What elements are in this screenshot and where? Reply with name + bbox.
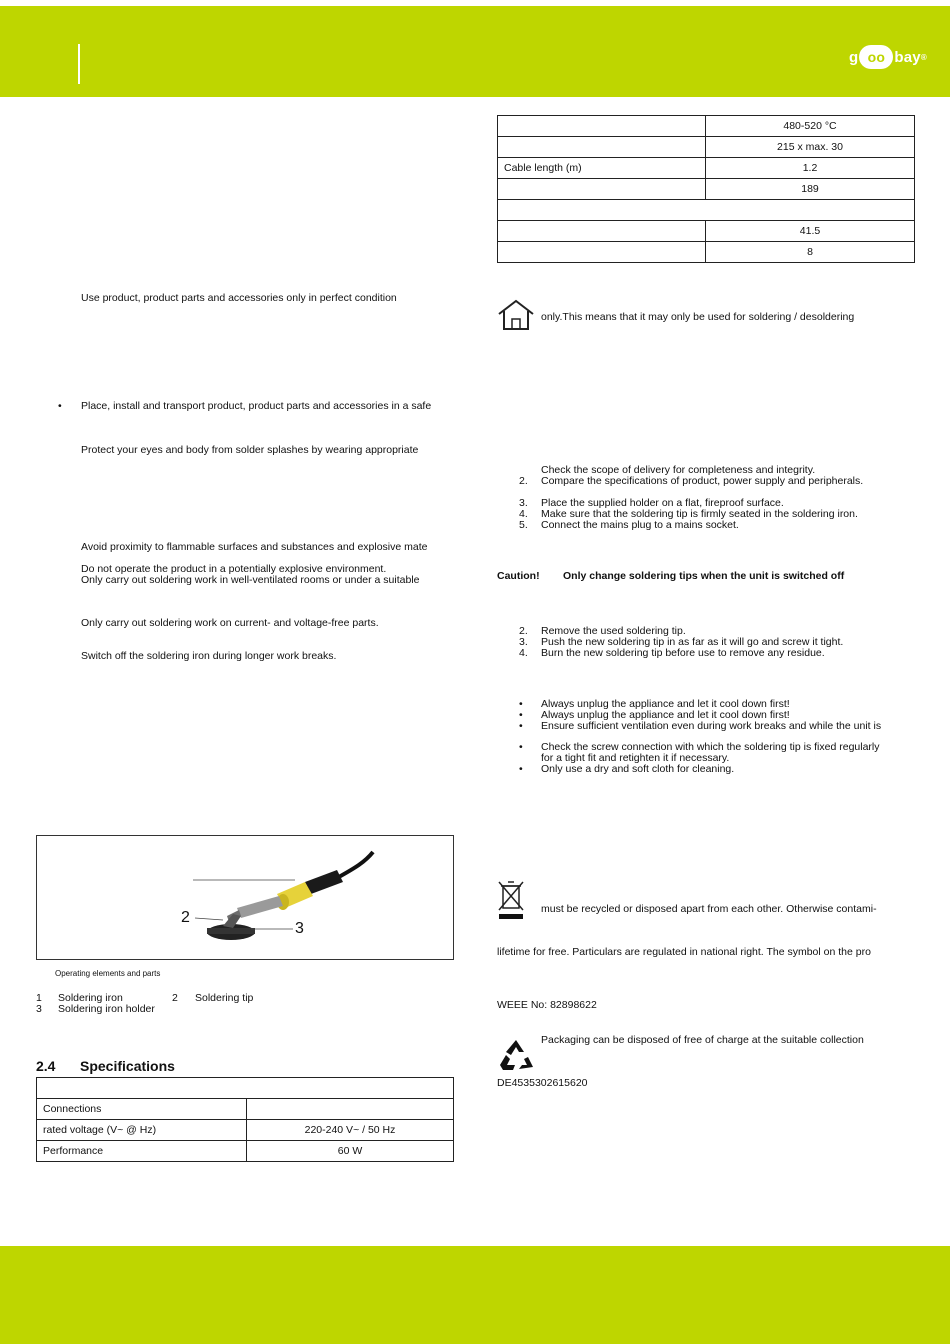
safety-text-7: Only carry out soldering work on current- and voltage-free parts. xyxy=(81,617,379,629)
weee-text-2: lifetime for free. Particulars are regulated in national right. The symbol on the pro xyxy=(497,946,871,958)
care-text: for a tight fit and retighten it if necessary. xyxy=(541,752,730,764)
step-num: 5. xyxy=(519,519,528,531)
step-text: Make sure that the soldering tip is firmly seated in the soldering iron. xyxy=(541,508,858,520)
spec-table-left xyxy=(36,1077,454,1162)
caution-text: Only change soldering tips when the unit is switched off xyxy=(563,570,845,582)
product-figure xyxy=(36,835,454,960)
step-num: 4. xyxy=(519,508,528,520)
table-header-cell xyxy=(37,1078,454,1099)
part-num-2: 2 xyxy=(172,992,178,1004)
step-num: 3. xyxy=(519,497,528,509)
figure-caption: Operating elements and parts xyxy=(55,969,161,978)
step-text: Connect the mains plug to a mains socket. xyxy=(541,519,739,531)
step-text: Check the scope of delivery for completeness and integrity. xyxy=(541,464,816,476)
caution-label: Caution! xyxy=(497,570,540,582)
care-text: Only use a dry and soft cloth for cleaning. xyxy=(541,763,735,775)
goobay-logo xyxy=(849,42,927,72)
table-cell xyxy=(498,221,706,242)
table-cell: rated voltage (V~ @ Hz) xyxy=(37,1120,247,1141)
table-cell: 41.5 xyxy=(706,221,915,242)
safety-text-8: Switch off the soldering iron during longer work breaks. xyxy=(81,650,337,662)
step-text: Place the supplied holder on a flat, fireproof surface. xyxy=(541,497,784,509)
table-row xyxy=(498,221,915,242)
part-num-1: 1 xyxy=(36,992,42,1004)
table-row xyxy=(498,179,915,200)
logo-text-oo: oo xyxy=(859,45,893,69)
step-text: Remove the used soldering tip. xyxy=(541,625,686,637)
header-band xyxy=(0,6,950,97)
weee-number: WEEE No: 82898622 xyxy=(497,999,597,1011)
table-cell xyxy=(498,116,706,137)
care-text: Always unplug the appliance and let it cool down first! xyxy=(541,709,790,721)
bullet: • xyxy=(519,709,523,721)
table-cell: Cable length (m) xyxy=(498,158,706,179)
step-num: 3. xyxy=(519,636,528,648)
table-cell: Connections xyxy=(37,1099,247,1120)
table-row xyxy=(37,1141,454,1162)
table-cell xyxy=(498,179,706,200)
weee-text-1: must be recycled or disposed apart from each other. Otherwise contami- xyxy=(541,903,877,915)
table-row xyxy=(498,200,915,221)
step-num: 2. xyxy=(519,625,528,637)
bullet: • xyxy=(519,698,523,710)
part-num-3: 3 xyxy=(36,1003,42,1015)
step-text: Push the new soldering tip in as far as it will go and screw it tight. xyxy=(541,636,844,648)
part-label-3: Soldering iron holder xyxy=(58,1003,155,1015)
step-text: Burn the new soldering tip before use to remove any residue. xyxy=(541,647,825,659)
logo-text-pre: g xyxy=(849,48,859,66)
section-title: Specifications xyxy=(80,1058,175,1074)
care-text: Ensure sufficient ventilation even during work breaks and while the unit is xyxy=(541,720,882,732)
table-row xyxy=(498,158,915,179)
bullet: • xyxy=(519,720,523,732)
safety-text-2: Place, install and transport product, product parts and accessories in a safe xyxy=(81,400,432,412)
logo-text-post: bay xyxy=(894,48,921,66)
bullet: • xyxy=(58,400,62,412)
packaging-id: DE4535302615620 xyxy=(497,1077,588,1089)
packaging-text: Packaging can be disposed of free of charge at the suitable collection xyxy=(541,1034,864,1046)
step-num: 4. xyxy=(519,647,528,659)
section-number: 2.4 xyxy=(36,1058,56,1074)
figure-label-2: 2 xyxy=(181,909,190,926)
part-label-2: Soldering tip xyxy=(195,992,254,1004)
care-text: Check the screw connection with which the soldering tip is fixed regularly xyxy=(541,741,880,753)
table-cell: 215 x max. 30 xyxy=(706,137,915,158)
table-row xyxy=(37,1099,454,1120)
step-num: 2. xyxy=(519,475,528,487)
indoor-use-text: only.This means that it may only be used for soldering / desoldering xyxy=(541,311,855,323)
table-cell xyxy=(498,242,706,263)
bullet: • xyxy=(519,763,523,775)
safety-text-6: Only carry out soldering work in well-ventilated rooms or under a suitable xyxy=(81,574,420,586)
crossed-bin-icon xyxy=(497,880,525,920)
table-cell: 480-520 °C xyxy=(706,116,915,137)
safety-text-3: Protect your eyes and body from solder splashes by wearing appropriate xyxy=(81,444,419,456)
table-row xyxy=(498,116,915,137)
table-row xyxy=(498,137,915,158)
safety-text-1: Use product, product parts and accessories only in perfect condition xyxy=(81,292,397,304)
bullet: • xyxy=(519,741,523,753)
figure-label-3: 3 xyxy=(295,920,304,937)
care-text: Always unplug the appliance and let it cool down first! xyxy=(541,698,790,710)
safety-text-5: Do not operate the product in a potentially explosive environment. xyxy=(81,563,387,575)
table-cell: 220-240 V~ / 50 Hz xyxy=(247,1120,454,1141)
safety-text-4: Avoid proximity to flammable surfaces and substances and explosive mate xyxy=(81,541,428,553)
recycle-icon xyxy=(497,1037,535,1073)
logo-mark: ® xyxy=(920,52,927,62)
table-cell: Performance xyxy=(37,1141,247,1162)
table-cell: 8 xyxy=(706,242,915,263)
house-icon xyxy=(497,299,535,331)
table-cell: 60 W xyxy=(247,1141,454,1162)
table-cell: 189 xyxy=(706,179,915,200)
spec-table-right xyxy=(497,115,915,263)
table-cell xyxy=(498,137,706,158)
step-text: Compare the specifications of product, power supply and peripherals. xyxy=(541,475,864,487)
part-label-1: Soldering iron xyxy=(58,992,123,1004)
table-merged-cell xyxy=(498,200,915,221)
table-row xyxy=(498,242,915,263)
table-row xyxy=(37,1078,454,1099)
soldering-iron-illustration xyxy=(37,836,453,959)
table-row xyxy=(37,1120,454,1141)
header-divider xyxy=(78,44,80,84)
table-cell: 1.2 xyxy=(706,158,915,179)
footer-band xyxy=(0,1246,950,1344)
table-cell xyxy=(247,1099,454,1120)
